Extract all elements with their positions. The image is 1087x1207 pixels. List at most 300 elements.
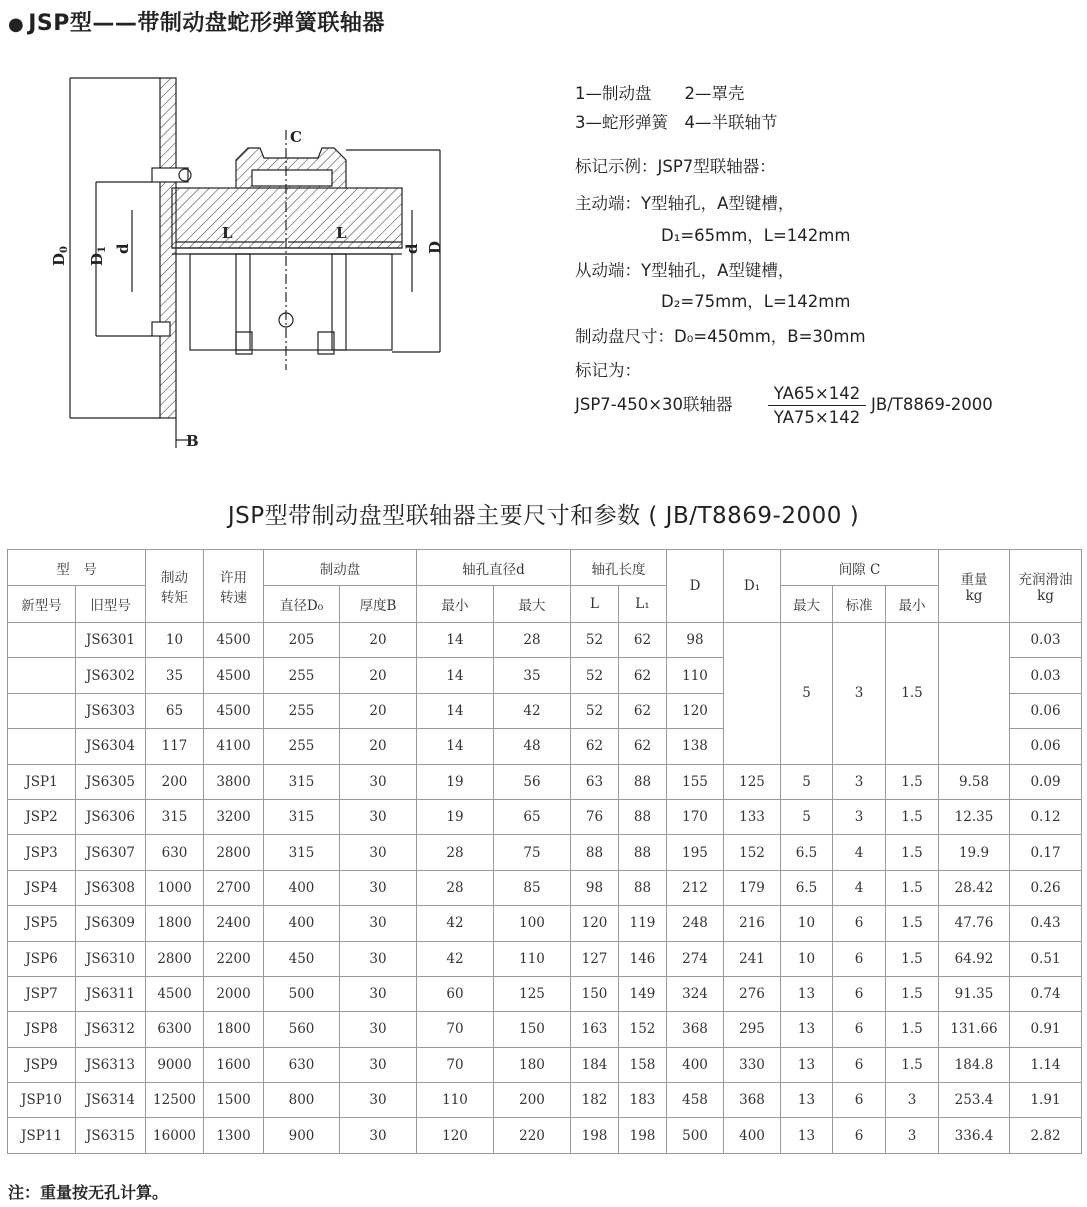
table-cell: 1.14	[1010, 1047, 1082, 1082]
table-cell: 30	[340, 906, 417, 941]
table-cell: 6300	[146, 1012, 204, 1047]
table-cell: 146	[619, 941, 667, 976]
table-cell: 65	[494, 799, 571, 834]
table-cell: JSP6	[8, 941, 76, 976]
table-cell: 163	[571, 1012, 619, 1047]
table-cell: 30	[340, 1012, 417, 1047]
table-cell: 4500	[146, 976, 204, 1011]
label-c: C	[290, 128, 302, 146]
page-title-text: JSP型——带制动盘蛇形弹簧联轴器	[28, 11, 385, 36]
table-cell: 630	[264, 1047, 340, 1082]
table-cell: 1.5	[886, 941, 939, 976]
table-row	[8, 1047, 1082, 1082]
table-cell: 62	[619, 693, 667, 728]
header-d: D	[667, 550, 724, 623]
table-cell: JS6309	[76, 906, 146, 941]
table-cell: 500	[264, 976, 340, 1011]
marking-prefix: JSP7-450×30联轴器	[575, 395, 733, 414]
table-cell: 3	[886, 1083, 939, 1118]
header-l: L	[571, 586, 619, 623]
table-cell: 195	[667, 835, 724, 870]
table-cell: 0.06	[1010, 729, 1082, 764]
table-cell: 184	[571, 1047, 619, 1082]
table-cell: JS6313	[76, 1047, 146, 1082]
table-row	[8, 1083, 1082, 1118]
table-title: JSP型带制动盘型联轴器主要尺寸和参数 ( JB/T8869-2000 )	[227, 503, 860, 529]
table-cell: 5	[781, 764, 833, 799]
header-thickness: 厚度B	[340, 586, 417, 623]
table-cell: 1.5	[886, 764, 939, 799]
table-cell: 179	[724, 870, 781, 905]
table-cell: 70	[417, 1047, 494, 1082]
table-cell: 127	[571, 941, 619, 976]
table-cell: 150	[571, 976, 619, 1011]
table-cell: 500	[667, 1118, 724, 1153]
table-cell: 400	[724, 1118, 781, 1153]
table-cell: 42	[417, 906, 494, 941]
table-cell: 10	[781, 941, 833, 976]
table-cell: 98	[667, 623, 724, 658]
table-cell: 88	[619, 799, 667, 834]
table-cell: 2800	[146, 941, 204, 976]
coupling-drawing	[40, 70, 480, 460]
table-cell: 10	[146, 623, 204, 658]
table-row	[8, 623, 1082, 658]
drive-end: 主动端：Y型轴孔，A型键槽，	[575, 194, 795, 213]
table-cell: 1.5	[886, 870, 939, 905]
header-d1: D₁	[724, 550, 781, 623]
table-cell: JS6307	[76, 835, 146, 870]
header-diameter: 直径D₀	[264, 586, 340, 623]
table-cell: JSP8	[8, 1012, 76, 1047]
table-cell: 48	[494, 729, 571, 764]
table-cell: 2800	[204, 835, 264, 870]
spring-grid	[252, 170, 332, 186]
table-cell: 35	[146, 658, 204, 693]
table-cell: 183	[619, 1083, 667, 1118]
table-cell: 30	[340, 870, 417, 905]
table-cell: 6	[833, 1083, 886, 1118]
table-cell: 64.92	[939, 941, 1010, 976]
table-cell: 1.5	[886, 799, 939, 834]
table-cell: 19	[417, 799, 494, 834]
table-cell: JS6311	[76, 976, 146, 1011]
table-cell: JS6305	[76, 764, 146, 799]
table-cell: 3	[886, 1118, 939, 1153]
table-cell: 295	[724, 1012, 781, 1047]
table-cell: 6	[833, 906, 886, 941]
table-cell: 6	[833, 1012, 886, 1047]
label-d1: $D_1$	[88, 246, 108, 266]
table-row	[8, 799, 1082, 834]
table-cell: 6	[833, 941, 886, 976]
table-cell: 0.43	[1010, 906, 1082, 941]
example-title: 标记示例：JSP7型联轴器：	[575, 157, 776, 176]
table-cell: 12.35	[939, 799, 1010, 834]
table-cell: JSP10	[8, 1083, 76, 1118]
table-cell: 170	[667, 799, 724, 834]
table-cell: 4500	[204, 623, 264, 658]
table-cell: 125	[494, 976, 571, 1011]
table-cell: 1800	[204, 1012, 264, 1047]
table-cell: 4100	[204, 729, 264, 764]
table-row	[8, 906, 1082, 941]
table-cell: 6.5	[781, 870, 833, 905]
table-cell: 255	[264, 658, 340, 693]
table-cell: 2.82	[1010, 1118, 1082, 1153]
brake-size: 制动盘尺寸：D₀=450mm，B=30mm	[575, 327, 866, 346]
bullet-icon: ●	[8, 14, 25, 35]
table-cell: 30	[340, 1083, 417, 1118]
table-cell: 182	[571, 1083, 619, 1118]
table-cell: 20	[340, 693, 417, 728]
table-cell: 274	[667, 941, 724, 976]
drive-dims: D₁=65mm，L=142mm	[661, 226, 851, 245]
table-cell: 150	[494, 1012, 571, 1047]
table-cell: 30	[340, 799, 417, 834]
table-cell: 1.5	[886, 1047, 939, 1082]
table-cell: 152	[619, 1012, 667, 1047]
table-cell: 1.5	[886, 976, 939, 1011]
table-cell: 88	[619, 835, 667, 870]
table-cell: 0.03	[1010, 658, 1082, 693]
table-cell: 2400	[204, 906, 264, 941]
table-cell: 47.76	[939, 906, 1010, 941]
table-cell: JS6310	[76, 941, 146, 976]
table-cell: 20	[340, 729, 417, 764]
header-gap: 间隙 C	[781, 550, 939, 586]
table-cell: 52	[571, 693, 619, 728]
table-cell: 110	[494, 941, 571, 976]
table-cell: JSP5	[8, 906, 76, 941]
table-cell: 30	[340, 764, 417, 799]
table-cell: 9000	[146, 1047, 204, 1082]
table-cell: 16000	[146, 1118, 204, 1153]
table-cell: 10	[781, 906, 833, 941]
label-d-right: d	[403, 243, 421, 254]
table-row	[8, 870, 1082, 905]
table-cell: 200	[146, 764, 204, 799]
label-big-d: D	[426, 240, 444, 254]
table-cell: 315	[264, 835, 340, 870]
table-cell: JS6306	[76, 799, 146, 834]
table-cell: 400	[264, 906, 340, 941]
table-cell: 198	[571, 1118, 619, 1153]
table-cell: 98	[571, 870, 619, 905]
hub-upper	[172, 188, 402, 248]
table-cell: 133	[724, 799, 781, 834]
page-title	[8, 6, 385, 37]
table-cell: 6.5	[781, 835, 833, 870]
table-cell: 0.09	[1010, 764, 1082, 799]
table-cell	[8, 693, 76, 728]
table-cell: JS6308	[76, 870, 146, 905]
table-cell: 20	[340, 658, 417, 693]
table-row	[8, 976, 1082, 1011]
table-cell: 900	[264, 1118, 340, 1153]
table-cell: 1600	[204, 1047, 264, 1082]
header-speed: 许用 转速	[204, 550, 264, 623]
table-cell: 131.66	[939, 1012, 1010, 1047]
table-cell: 30	[340, 1118, 417, 1153]
table-cell: 119	[619, 906, 667, 941]
table-cell: 4	[833, 835, 886, 870]
table-cell: JS6304	[76, 729, 146, 764]
table-cell: 28	[494, 623, 571, 658]
header-torque: 制动 转矩	[146, 550, 204, 623]
table-cell: 120	[667, 693, 724, 728]
table-cell: 110	[417, 1083, 494, 1118]
table-cell: 1.91	[1010, 1083, 1082, 1118]
table-cell: 60	[417, 976, 494, 1011]
label-l-left: L	[222, 224, 233, 242]
merged-empty-cell	[724, 623, 781, 765]
table-cell: 0.51	[1010, 941, 1082, 976]
table-cell: 0.74	[1010, 976, 1082, 1011]
fraction-denominator: YA75×142	[773, 408, 861, 427]
table-cell: 138	[667, 729, 724, 764]
table-cell: 1500	[204, 1083, 264, 1118]
table-cell: 0.06	[1010, 693, 1082, 728]
table-cell: 0.17	[1010, 835, 1082, 870]
marked-as: 标记为：	[575, 361, 641, 380]
table-cell: 56	[494, 764, 571, 799]
table-cell: 100	[494, 906, 571, 941]
table-cell: 9.58	[939, 764, 1010, 799]
table-cell: 14	[417, 658, 494, 693]
table-cell: JSP3	[8, 835, 76, 870]
table-cell: 198	[619, 1118, 667, 1153]
table-cell: 62	[619, 623, 667, 658]
marking-fraction	[768, 384, 866, 427]
table-cell: 19	[417, 764, 494, 799]
header-l1: L₁	[619, 586, 667, 623]
table-cell: 62	[571, 729, 619, 764]
table-cell: 216	[724, 906, 781, 941]
table-cell: 158	[619, 1047, 667, 1082]
header-oil: 充润滑油 kg	[1010, 550, 1082, 623]
hub-lower-left	[190, 254, 250, 350]
parts-line-2: 3—蛇形弹簧 4—半联轴节	[575, 113, 778, 132]
table-cell: 30	[340, 976, 417, 1011]
table-cell: 3	[833, 799, 886, 834]
table-cell: 42	[417, 941, 494, 976]
table-cell: 1.5	[886, 906, 939, 941]
table-cell: JSP9	[8, 1047, 76, 1082]
table-cell: 220	[494, 1118, 571, 1153]
table-cell: 400	[667, 1047, 724, 1082]
table-cell: JSP11	[8, 1118, 76, 1153]
table-cell: 315	[264, 764, 340, 799]
table-cell: 42	[494, 693, 571, 728]
header-model: 型 号	[8, 550, 146, 586]
table-cell: 400	[264, 870, 340, 905]
header-bore-max: 最大	[494, 586, 571, 623]
table-cell: 12500	[146, 1083, 204, 1118]
table-cell: 248	[667, 906, 724, 941]
table-cell: JSP1	[8, 764, 76, 799]
table-cell: 4500	[204, 658, 264, 693]
table-cell: 30	[340, 1047, 417, 1082]
table-cell: 30	[340, 835, 417, 870]
table-cell: 630	[146, 835, 204, 870]
header-gap-std: 标准	[833, 586, 886, 623]
table-cell: JS6301	[76, 623, 146, 658]
table-cell: 200	[494, 1083, 571, 1118]
table-cell	[8, 729, 76, 764]
table-cell: 0.12	[1010, 799, 1082, 834]
table-cell: 1.5	[886, 835, 939, 870]
table-cell: 88	[619, 870, 667, 905]
table-cell: 28	[417, 870, 494, 905]
header-brake-disc: 制动盘	[264, 550, 417, 586]
merged-gap-max: 5	[781, 623, 833, 765]
table-cell: 1300	[204, 1118, 264, 1153]
table-cell: 70	[417, 1012, 494, 1047]
table-cell: 368	[667, 1012, 724, 1047]
table-cell: 800	[264, 1083, 340, 1118]
driven-dims: D₂=75mm，L=142mm	[661, 292, 851, 311]
table-cell: 276	[724, 976, 781, 1011]
table-cell: 14	[417, 623, 494, 658]
header-gap-min: 最小	[886, 586, 939, 623]
table-cell: 253.4	[939, 1083, 1010, 1118]
table-cell: 120	[571, 906, 619, 941]
table-cell: JS6315	[76, 1118, 146, 1153]
table-cell: JS6314	[76, 1083, 146, 1118]
table-cell: 212	[667, 870, 724, 905]
header-gap-max: 最大	[781, 586, 833, 623]
table-cell: 560	[264, 1012, 340, 1047]
parts-line-1: 1—制动盘 2—罩壳	[575, 84, 745, 103]
table-row	[8, 1118, 1082, 1153]
table-cell: 180	[494, 1047, 571, 1082]
table-cell: 63	[571, 764, 619, 799]
table-cell: 13	[781, 1083, 833, 1118]
table-cell: JSP7	[8, 976, 76, 1011]
table-cell: 4500	[204, 693, 264, 728]
table-cell: 65	[146, 693, 204, 728]
table-cell: 62	[619, 729, 667, 764]
table-cell: 28.42	[939, 870, 1010, 905]
table-cell: 2000	[204, 976, 264, 1011]
table-cell: 13	[781, 976, 833, 1011]
table-cell: 336.4	[939, 1118, 1010, 1153]
table-cell: 1800	[146, 906, 204, 941]
table-cell: 30	[340, 941, 417, 976]
table-cell: 5	[781, 799, 833, 834]
table-cell: 3200	[204, 799, 264, 834]
table-cell: 149	[619, 976, 667, 1011]
table-cell: 52	[571, 658, 619, 693]
header-bore-diameter: 轴孔直径d	[417, 550, 571, 586]
table-cell: 0.91	[1010, 1012, 1082, 1047]
table-cell: 184.8	[939, 1047, 1010, 1082]
table-cell: 120	[417, 1118, 494, 1153]
parameter-table	[7, 549, 1082, 1154]
table-cell: 91.35	[939, 976, 1010, 1011]
table-cell: JS6312	[76, 1012, 146, 1047]
table-cell: 75	[494, 835, 571, 870]
header-bore-length: 轴孔长度	[571, 550, 667, 586]
table-cell: 62	[619, 658, 667, 693]
table-cell: 20	[340, 623, 417, 658]
table-cell: 205	[264, 623, 340, 658]
table-cell: 88	[571, 835, 619, 870]
header-bore-min: 最小	[417, 586, 494, 623]
table-cell: 6	[833, 1118, 886, 1153]
table-cell	[8, 658, 76, 693]
label-d-left: d	[114, 243, 132, 254]
driven-end: 从动端：Y型轴孔，A型键槽，	[575, 261, 795, 280]
table-cell: JS6302	[76, 658, 146, 693]
table-cell: 315	[264, 799, 340, 834]
header-old-model: 旧型号	[76, 586, 146, 623]
hub-lower-right	[332, 254, 392, 350]
table-cell	[8, 623, 76, 658]
fraction-numerator: YA65×142	[768, 384, 866, 406]
merged-gap-std: 3	[833, 623, 886, 765]
table-cell: 19.9	[939, 835, 1010, 870]
table-cell: 13	[781, 1012, 833, 1047]
table-cell: 117	[146, 729, 204, 764]
table-cell: 152	[724, 835, 781, 870]
table-cell: 13	[781, 1047, 833, 1082]
label-d0: $D_0$	[50, 246, 70, 266]
table-cell: 4	[833, 870, 886, 905]
marking-standard: JB/T8869-2000	[871, 395, 993, 414]
table-cell: 13	[781, 1118, 833, 1153]
table-row	[8, 941, 1082, 976]
table-row	[8, 764, 1082, 799]
merged-gap-min: 1.5	[886, 623, 939, 765]
table-cell: 14	[417, 729, 494, 764]
table-cell: 76	[571, 799, 619, 834]
table-cell: JS6303	[76, 693, 146, 728]
table-cell: 368	[724, 1083, 781, 1118]
table-cell: 35	[494, 658, 571, 693]
label-l-right: L	[336, 224, 347, 242]
table-cell: 241	[724, 941, 781, 976]
table-cell: 315	[146, 799, 204, 834]
table-cell: 0.26	[1010, 870, 1082, 905]
table-cell: 125	[724, 764, 781, 799]
table-cell: 0.03	[1010, 623, 1082, 658]
table-cell: 155	[667, 764, 724, 799]
table-cell: 2700	[204, 870, 264, 905]
table-cell: 324	[667, 976, 724, 1011]
table-cell: 52	[571, 623, 619, 658]
table-cell: 6	[833, 1047, 886, 1082]
table-cell: 450	[264, 941, 340, 976]
table-cell: 1000	[146, 870, 204, 905]
table-cell: 14	[417, 693, 494, 728]
table-cell: 2200	[204, 941, 264, 976]
table-row	[8, 1012, 1082, 1047]
bolt-lower	[152, 322, 170, 336]
table-cell: JSP4	[8, 870, 76, 905]
table-cell: 330	[724, 1047, 781, 1082]
header-weight: 重量 kg	[939, 550, 1010, 623]
table-cell: 110	[667, 658, 724, 693]
table-cell: 6	[833, 976, 886, 1011]
table-cell: 85	[494, 870, 571, 905]
table-cell: 3	[833, 764, 886, 799]
table-row	[8, 835, 1082, 870]
table-cell: 255	[264, 729, 340, 764]
table-cell: 28	[417, 835, 494, 870]
table-cell: 255	[264, 693, 340, 728]
